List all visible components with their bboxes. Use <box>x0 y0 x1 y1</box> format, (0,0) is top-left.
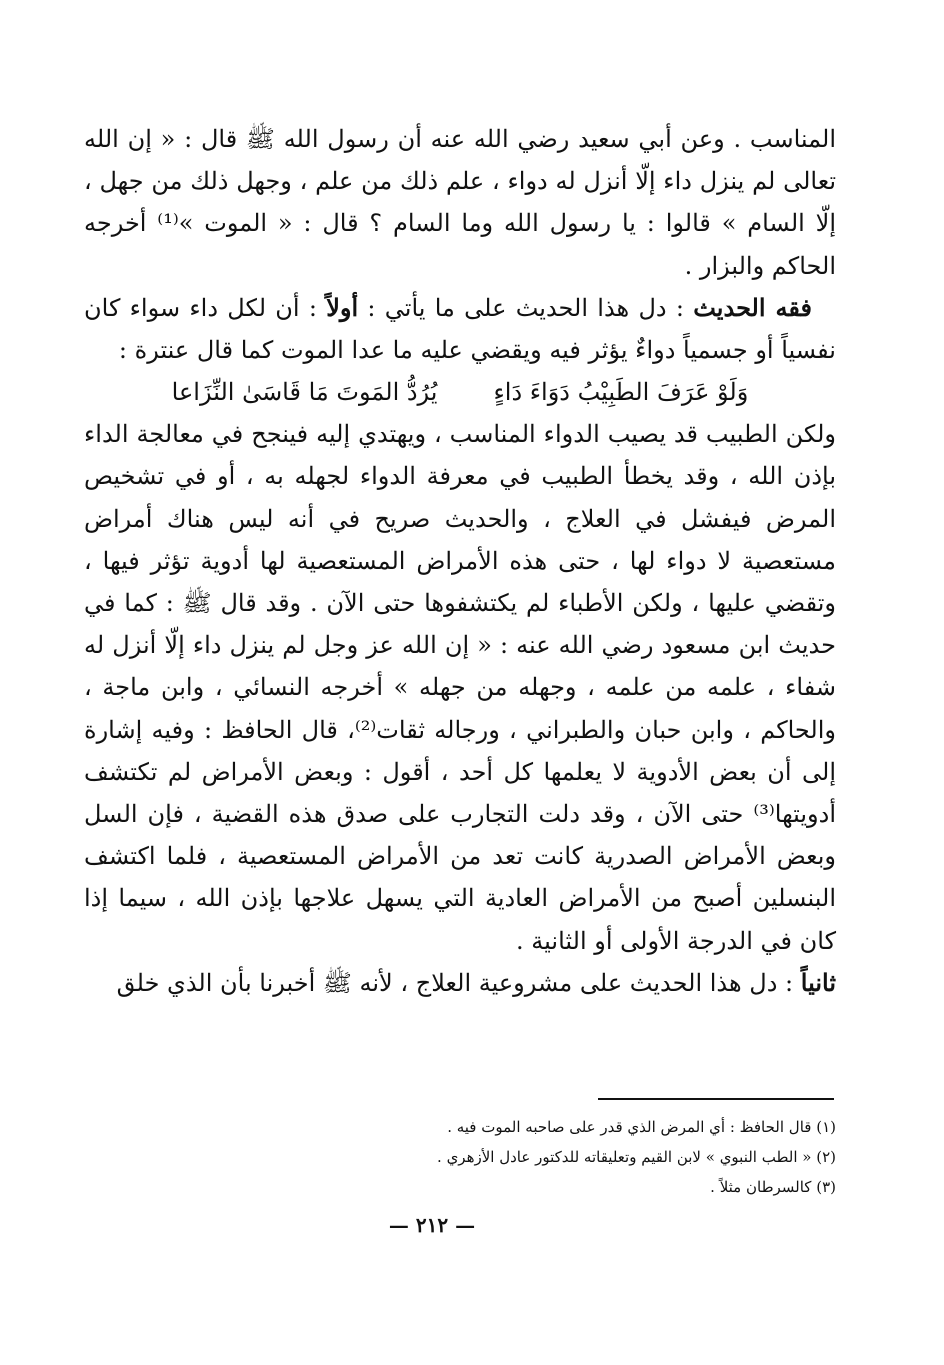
verse-first-hemistich: وَلَوْ عَرَفَ الطَبِيْبُ دَوَاءَ دَاءٍ <box>493 378 749 407</box>
poetry-verse <box>84 371 836 413</box>
point-second-label: ثانياً <box>800 967 836 997</box>
paragraph-hadith: المناسب . وعن أبي سعيد رضي الله عنه أن رسول الله ﷺ قال : « إن الله تعالى لم ينزل داء إلّا أنزل له دواء ، علم ذلك من علم ، وجهل ذلك من جهل ، إلّا السام » قالوا : يا رسول الله وما السام ؟ قال : « الموت »⁽¹⁾ أخرجه الحاكم والبزار . <box>84 125 836 280</box>
point-second-text: : دل هذا الحديث على مشروعية العلاج ، لأنه ﷺ أخبرنا بأن الذي خلق <box>116 968 801 997</box>
main-text <box>84 118 836 1004</box>
footnote-3: (٣) كالسرطان مثلاً . <box>710 1178 836 1196</box>
footnotes <box>300 1112 836 1202</box>
verse-second-hemistich: يُرُدُّ المَوتَ مَا قَاسَىٰ النِّزَاعا <box>171 378 438 407</box>
point-first-label: أولاً <box>326 292 359 322</box>
paragraph-fiqh <box>84 287 836 371</box>
page-number: — ٢١٢ — <box>388 1213 476 1237</box>
footnote-1: (١) قال الحافظ : أي المرض الذي قدر على صاحبه الموت فيه . <box>447 1118 836 1136</box>
section-heading-fiqh: فقه الحديث <box>693 292 813 322</box>
footnote-2: (٢) « الطب النبوي » لابن القيم وتعليقاته للدكتور عادل الأزهري . <box>437 1148 836 1166</box>
point-first-text: : أن لكل داء سواء كان نفسياً أو جسمياً دواءٌ يؤثر فيه ويقضي عليه ما عدا الموت كما قال عنترة : <box>84 293 836 365</box>
paragraph-second-point <box>84 962 836 1004</box>
fiqh-intro-text: : دل هذا الحديث على ما يأتي : <box>358 293 694 322</box>
footnote-divider <box>598 1098 834 1100</box>
paragraph-explanation: ولكن الطبيب قد يصيب الدواء المناسب ، ويهتدي إليه فينجح في معالجة الداء بإذن الله ، وقد يخطأ الطبيب في معرفة الدواء لجهله به ، أو في تشخيص المرض فيفشل في العلاج ، والحديث صريح في أنه ليس هناك أمراض مستعصية لا دواء لها ، حتى هذه الأمراض المستعصية لها أدوية تؤثر فيها ، وتقضي عليها ، ولكن الأطباء لم يكتشفوها حتى الآن . وقد قال ﷺ : كما في حديث ابن مسعود رضي الله عنه : « إن الله عز وجل لم ينزل داء إلّا أنزل له شفاء ، علمه من علمه ، وجهله من جهله » أخرجه النسائي ، وابن ماجة ، والحاكم ، وابن حبان والطبراني ، ورجاله ثقات⁽²⁾، قال الحافظ : وفيه إشارة إلى أن بعض الأدوية لا يعلمها كل أحد ، أقول : وبعض الأمراض لم تكتشف أدويتها⁽³⁾ حتى الآن ، وقد دلت التجارب على صدق هذه القضية ، فإن السل وبعض الأمراض الصدرية كانت تعد من الأمراض المستعصية ، فلما اكتشف البنسلين أصبح من الأمراض العادية التي يسهل علاجها بإذن الله ، سيما إذا كان في الدرجة الأولى أو الثانية . <box>84 420 836 955</box>
